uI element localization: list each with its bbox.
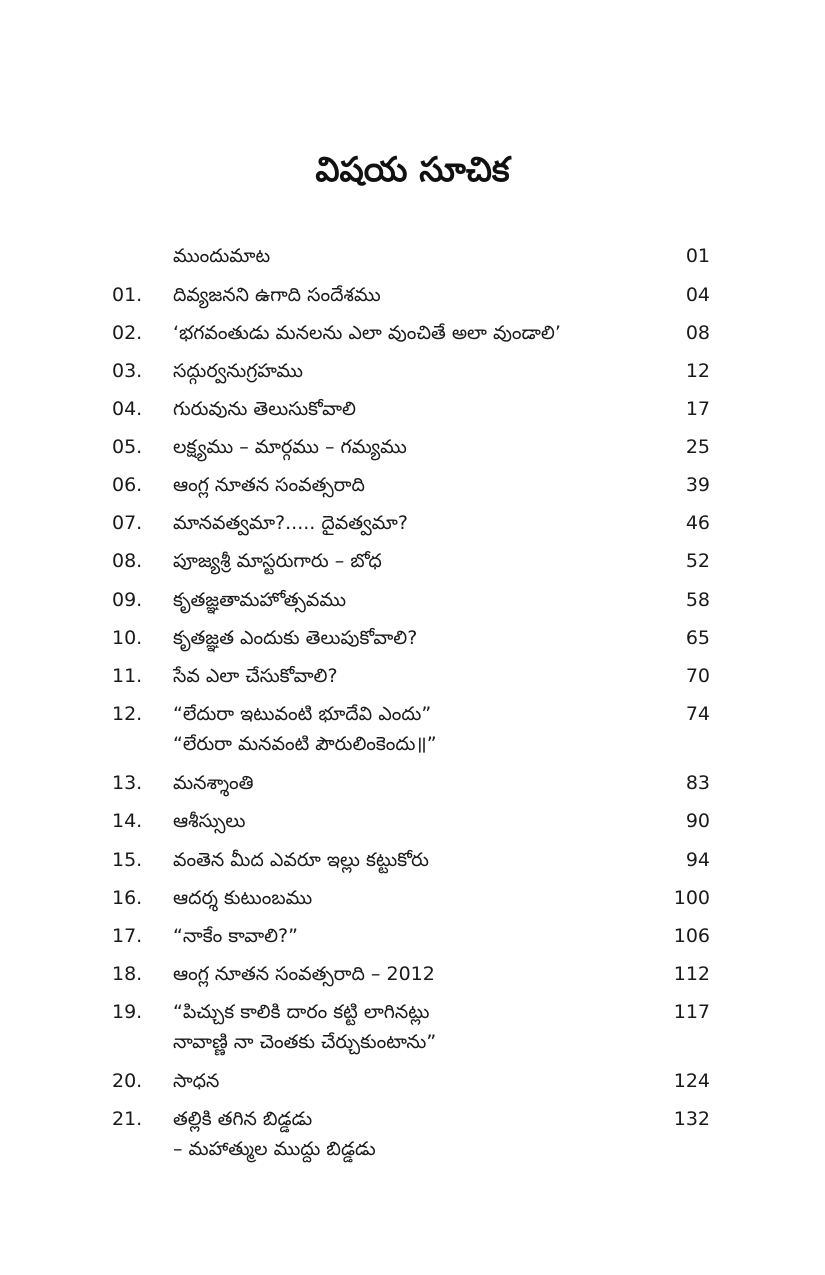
entry-number: 04. bbox=[112, 398, 143, 420]
entry-title-line: వంతెన మీద ఎవరూ ఇల్లు కట్టుకోరు bbox=[173, 849, 429, 871]
entry-title bbox=[173, 845, 643, 875]
entry-title bbox=[173, 1104, 643, 1164]
entry-title-line: కృతజ్ఞత ఎందుకు తెలుపుకోవాలి? bbox=[173, 627, 418, 649]
entry-number: 17. bbox=[112, 925, 143, 947]
entry-title-line: తల్లికి తగిన బిడ్డడు bbox=[173, 1108, 313, 1130]
entry-title bbox=[173, 921, 643, 951]
entry-number: 10. bbox=[112, 627, 143, 649]
entry-number: 08. bbox=[112, 550, 143, 572]
entry-page-number: 94 bbox=[685, 849, 710, 871]
toc-entry bbox=[0, 845, 825, 875]
entry-page-number: 106 bbox=[673, 925, 710, 947]
entry-page-number: 46 bbox=[685, 512, 710, 534]
toc-entry bbox=[0, 470, 825, 500]
toc-entry bbox=[0, 959, 825, 989]
entry-page-number: 100 bbox=[673, 887, 710, 909]
entry-title-line: కృతజ్ఞతామహోత్సవము bbox=[173, 589, 347, 611]
entry-page-number: 74 bbox=[685, 703, 710, 725]
entry-title bbox=[173, 768, 643, 798]
toc-entry bbox=[0, 921, 825, 951]
entry-page-number: 25 bbox=[685, 436, 710, 458]
entry-number: 14. bbox=[112, 810, 143, 832]
entry-title bbox=[173, 432, 643, 462]
entry-title-line: సేవ ఎలా చేసుకోవాలి? bbox=[173, 665, 338, 687]
entry-title bbox=[173, 585, 643, 615]
entry-number: 18. bbox=[112, 963, 143, 985]
entry-title bbox=[173, 959, 643, 989]
entry-page-number: 112 bbox=[673, 963, 710, 985]
entry-title-line: లక్ష్యము – మార్గము – గమ్యము bbox=[173, 436, 407, 458]
entry-title-line: ఆదర్శ కుటుంబము bbox=[173, 887, 313, 909]
toc-entry bbox=[0, 806, 825, 836]
entry-number: 02. bbox=[112, 322, 143, 344]
toc-entry bbox=[0, 356, 825, 386]
toc-entry bbox=[0, 241, 825, 271]
entry-number: 05. bbox=[112, 436, 143, 458]
entry-number: 09. bbox=[112, 589, 143, 611]
entry-page-number: 132 bbox=[673, 1108, 710, 1130]
entry-page-number: 52 bbox=[685, 550, 710, 572]
entry-page-number: 83 bbox=[685, 772, 710, 794]
toc-entry bbox=[0, 585, 825, 615]
entry-number: 20. bbox=[112, 1070, 143, 1092]
entry-title bbox=[173, 394, 643, 424]
entry-page-number: 65 bbox=[685, 627, 710, 649]
entry-title bbox=[173, 806, 643, 836]
entry-title bbox=[173, 241, 643, 271]
entry-page-number: 124 bbox=[673, 1070, 710, 1092]
toc-entry bbox=[0, 1104, 825, 1160]
entry-page-number: 39 bbox=[685, 474, 710, 496]
toc-entry bbox=[0, 546, 825, 576]
entry-number: 13. bbox=[112, 772, 143, 794]
entry-number: 12. bbox=[112, 703, 143, 725]
entry-title-line: – మహాత్ముల ముద్దు బిడ్డడు bbox=[173, 1138, 376, 1160]
entry-title-line: సాధన bbox=[173, 1070, 220, 1092]
entry-number: 15. bbox=[112, 849, 143, 871]
entry-title bbox=[173, 280, 643, 310]
entry-page-number: 04 bbox=[685, 284, 710, 306]
entry-title bbox=[173, 470, 643, 500]
entry-page-number: 70 bbox=[685, 665, 710, 687]
entry-page-number: 117 bbox=[673, 1001, 710, 1023]
entry-number: 19. bbox=[112, 1001, 143, 1023]
toc-entry bbox=[0, 768, 825, 798]
entry-title-line: పూజ్యశ్రీ మాస్టరుగారు – బోధ bbox=[173, 550, 382, 572]
entry-title bbox=[173, 546, 643, 576]
entry-page-number: 90 bbox=[685, 810, 710, 832]
toc-entry bbox=[0, 1066, 825, 1096]
toc-entry bbox=[0, 280, 825, 310]
entry-number: 16. bbox=[112, 887, 143, 909]
entry-title-line: “లేదురా ఇటువంటి భూదేవి ఎందు” bbox=[173, 703, 432, 725]
entry-title-line: “పిచ్చుక కాలికి దారం కట్టి లాగినట్లు bbox=[173, 1001, 430, 1023]
entry-page-number: 01 bbox=[685, 245, 710, 267]
entry-title-line: ఆంగ్ల నూతన సంవత్సరాది bbox=[173, 474, 365, 496]
entry-title-line: ఆశీస్సులు bbox=[173, 810, 246, 832]
entry-title-line: ఆంగ్ల నూతన సంవత్సరాది – 2012 bbox=[173, 963, 435, 985]
entry-page-number: 12 bbox=[685, 360, 710, 382]
entry-title-line: సద్గుర్వనుగ్రహము bbox=[173, 360, 303, 382]
entry-number: 06. bbox=[112, 474, 143, 496]
entry-number: 11. bbox=[112, 665, 143, 687]
entry-number: 21. bbox=[112, 1108, 143, 1130]
entry-number: 01. bbox=[112, 284, 143, 306]
page-title: విషయ సూచిక bbox=[315, 150, 510, 190]
entry-title bbox=[173, 883, 643, 913]
entry-title-line: “లేరురా మనవంటి పౌరులింకెందు॥” bbox=[173, 733, 437, 755]
entry-title bbox=[173, 508, 643, 538]
entry-title bbox=[173, 997, 643, 1057]
entry-title-line: ముందుమాట bbox=[173, 245, 271, 267]
entry-title bbox=[173, 356, 643, 386]
entry-title bbox=[173, 623, 643, 653]
entry-title-line: ‘భగవంతుడు మనలను ఎలా వుంచితే అలా వుండాలి’ bbox=[173, 322, 561, 344]
entry-page-number: 58 bbox=[685, 589, 710, 611]
entry-title-line: నావాణ్ణి నా చెంతకు చేర్చుకుంటాను” bbox=[173, 1031, 437, 1053]
entry-title bbox=[173, 699, 643, 759]
entry-page-number: 17 bbox=[685, 398, 710, 420]
toc-entry bbox=[0, 883, 825, 913]
toc-entry bbox=[0, 318, 825, 348]
entry-title-line: దివ్యజనని ఉగాది సందేశము bbox=[173, 284, 381, 306]
entry-title-line: గురువును తెలుసుకోవాలి bbox=[173, 398, 356, 420]
toc-entry bbox=[0, 623, 825, 653]
entry-title-line: మనశ్శాంతి bbox=[173, 772, 254, 794]
toc-entry bbox=[0, 699, 825, 755]
entry-page-number: 08 bbox=[685, 322, 710, 344]
entry-number: 07. bbox=[112, 512, 143, 534]
entry-title bbox=[173, 318, 643, 348]
toc-entry bbox=[0, 997, 825, 1053]
entry-title bbox=[173, 661, 643, 691]
entry-title bbox=[173, 1066, 643, 1096]
entry-title-line: “నాకేం కావాలి?” bbox=[173, 925, 298, 947]
entry-title-line: మానవత్వమా?..... దైవత్వమా? bbox=[173, 512, 408, 534]
toc-entry bbox=[0, 432, 825, 462]
toc-entry bbox=[0, 661, 825, 691]
toc-entry bbox=[0, 394, 825, 424]
entry-number: 03. bbox=[112, 360, 143, 382]
toc-entry bbox=[0, 508, 825, 538]
